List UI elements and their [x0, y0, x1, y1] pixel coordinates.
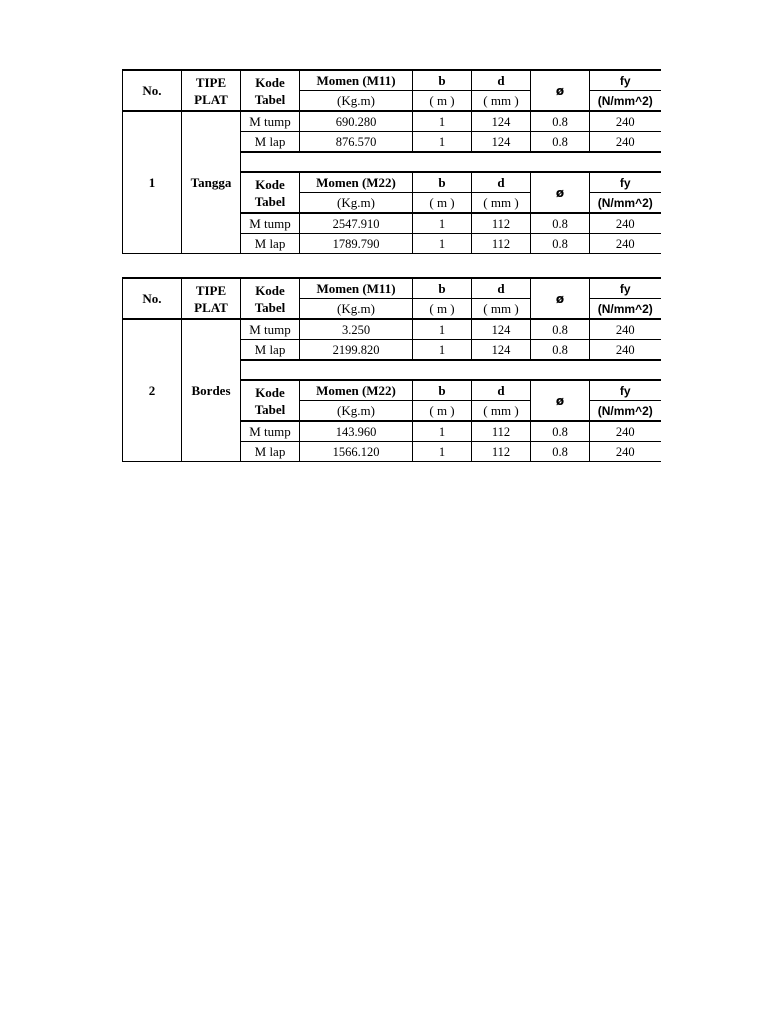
header-tipe-line2: PLAT	[194, 91, 228, 107]
momen-cell: 2547.910	[300, 213, 413, 234]
b-cell: 1	[413, 111, 472, 132]
kode-cell: M lap	[241, 234, 300, 254]
fy-cell: 240	[590, 213, 661, 234]
header-tipe-line1: TIPE	[195, 74, 227, 90]
kode-cell: M tump	[241, 421, 300, 442]
spacer-cell	[241, 360, 661, 380]
d-cell: 112	[472, 213, 531, 234]
fy-cell: 240	[590, 111, 661, 132]
header-kode-line2: Tabel	[254, 299, 286, 315]
phi-cell: 0.8	[531, 132, 590, 153]
phi-cell: 0.8	[531, 111, 590, 132]
momen-cell: 876.570	[300, 132, 413, 153]
header-no: No.	[123, 70, 182, 111]
momen-cell: 2199.820	[300, 340, 413, 361]
header-kode-line2: Tabel	[254, 91, 286, 107]
header-momen-m11: Momen (M11)	[300, 278, 413, 299]
kode-cell: M lap	[241, 442, 300, 462]
header-tipe-line2: PLAT	[194, 299, 228, 315]
unit-fy: (N/mm^2)	[590, 299, 661, 320]
header-tipe-plat	[182, 278, 241, 319]
d-cell: 124	[472, 340, 531, 361]
momen-cell: 143.960	[300, 421, 413, 442]
fy-cell: 240	[590, 234, 661, 254]
header-no: No.	[123, 278, 182, 319]
header-kode-tabel	[241, 70, 300, 111]
plate-moment-table-2	[122, 277, 661, 462]
unit-momen: (Kg.m)	[300, 401, 413, 422]
header-d: d	[472, 278, 531, 299]
header-kode-line1: Kode	[255, 74, 285, 90]
d-cell: 124	[472, 132, 531, 153]
unit-fy: (N/mm^2)	[590, 193, 661, 214]
kode-cell: M lap	[241, 340, 300, 361]
header-kode-line1: Kode	[255, 282, 285, 298]
b-cell: 1	[413, 319, 472, 340]
header-kode-line1: Kode	[255, 384, 285, 400]
header-b: b	[413, 278, 472, 299]
header-phi: ø	[531, 380, 590, 421]
b-cell: 1	[413, 340, 472, 361]
unit-b: ( m )	[413, 193, 472, 214]
unit-momen: (Kg.m)	[300, 193, 413, 214]
header-momen-m11: Momen (M11)	[300, 70, 413, 91]
header-kode-tabel	[241, 380, 300, 421]
fy-cell: 240	[590, 132, 661, 153]
header-kode-tabel	[241, 172, 300, 213]
kode-cell: M lap	[241, 132, 300, 153]
unit-d: ( mm )	[472, 91, 531, 112]
group-tipe: Tangga	[182, 111, 241, 254]
header-kode-line2: Tabel	[254, 193, 286, 209]
header-momen-m22: Momen (M22)	[300, 380, 413, 401]
phi-cell: 0.8	[531, 340, 590, 361]
header-kode-tabel	[241, 278, 300, 319]
unit-b: ( m )	[413, 401, 472, 422]
d-cell: 124	[472, 111, 531, 132]
table-row	[123, 111, 661, 132]
kode-cell: M tump	[241, 111, 300, 132]
header-fy: fy	[590, 380, 661, 401]
fy-cell: 240	[590, 319, 661, 340]
b-cell: 1	[413, 213, 472, 234]
b-cell: 1	[413, 442, 472, 462]
fy-cell: 240	[590, 340, 661, 361]
d-cell: 124	[472, 319, 531, 340]
kode-cell: M tump	[241, 213, 300, 234]
table-row	[123, 319, 661, 340]
b-cell: 1	[413, 132, 472, 153]
header-b: b	[413, 70, 472, 91]
kode-cell: M tump	[241, 319, 300, 340]
unit-d: ( mm )	[472, 401, 531, 422]
unit-momen: (Kg.m)	[300, 299, 413, 320]
header-tipe-plat	[182, 70, 241, 111]
unit-b: ( m )	[413, 299, 472, 320]
group-no: 1	[123, 111, 182, 254]
header-d: d	[472, 70, 531, 91]
b-cell: 1	[413, 421, 472, 442]
momen-cell: 1566.120	[300, 442, 413, 462]
header-momen-m22: Momen (M22)	[300, 172, 413, 193]
header-phi: ø	[531, 172, 590, 213]
fy-cell: 240	[590, 442, 661, 462]
header-fy: fy	[590, 70, 661, 91]
unit-b: ( m )	[413, 91, 472, 112]
phi-cell: 0.8	[531, 442, 590, 462]
d-cell: 112	[472, 421, 531, 442]
header-phi: ø	[531, 70, 590, 111]
header-b: b	[413, 172, 472, 193]
phi-cell: 0.8	[531, 319, 590, 340]
unit-fy: (N/mm^2)	[590, 401, 661, 422]
header-d: d	[472, 172, 531, 193]
d-cell: 112	[472, 442, 531, 462]
momen-cell: 690.280	[300, 111, 413, 132]
header-fy: fy	[590, 278, 661, 299]
plate-moment-table-1	[122, 69, 661, 254]
spacer-cell	[241, 152, 661, 172]
momen-cell: 1789.790	[300, 234, 413, 254]
group-tipe: Bordes	[182, 319, 241, 462]
unit-fy: (N/mm^2)	[590, 91, 661, 112]
phi-cell: 0.8	[531, 213, 590, 234]
unit-momen: (Kg.m)	[300, 91, 413, 112]
unit-d: ( mm )	[472, 193, 531, 214]
unit-d: ( mm )	[472, 299, 531, 320]
phi-cell: 0.8	[531, 421, 590, 442]
phi-cell: 0.8	[531, 234, 590, 254]
header-tipe-line1: TIPE	[195, 282, 227, 298]
header-fy: fy	[590, 172, 661, 193]
fy-cell: 240	[590, 421, 661, 442]
header-b: b	[413, 380, 472, 401]
d-cell: 112	[472, 234, 531, 254]
header-d: d	[472, 380, 531, 401]
group-no: 2	[123, 319, 182, 462]
momen-cell: 3.250	[300, 319, 413, 340]
header-phi: ø	[531, 278, 590, 319]
header-kode-line1: Kode	[255, 176, 285, 192]
header-kode-line2: Tabel	[254, 401, 286, 417]
b-cell: 1	[413, 234, 472, 254]
